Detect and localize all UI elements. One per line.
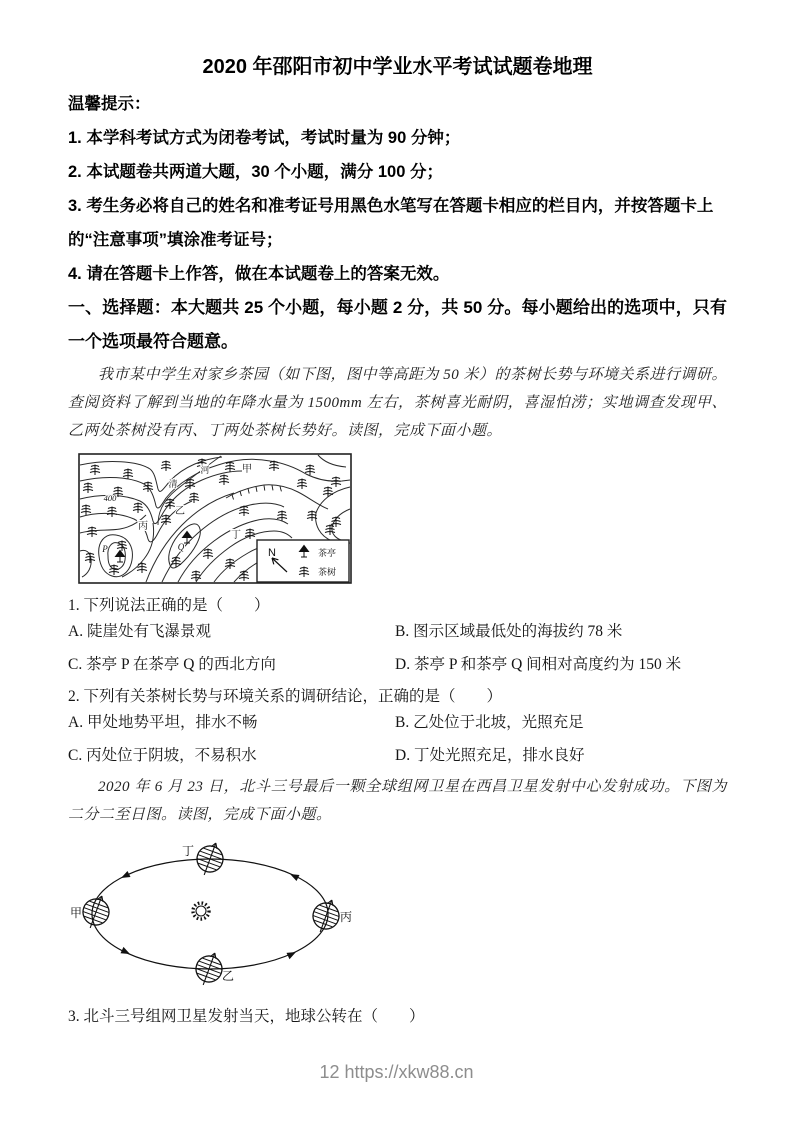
orbit-label-yi: 乙 (221, 969, 235, 983)
watermark-text: 12 https://xkw88.cn (319, 1062, 474, 1082)
question-1-options (68, 621, 727, 676)
map-label-q: Q (177, 542, 185, 552)
question-3-stem: 3. 北斗三号组网卫星发射当天，地球公转在（ ） (68, 1008, 425, 1025)
orbit-label-jia: 甲 (69, 906, 83, 920)
notice-block (68, 87, 727, 291)
map-label-yi: 乙 (175, 506, 185, 517)
sun-icon (193, 903, 209, 919)
map-label-ding: 丁 (231, 530, 241, 541)
question-2 (68, 682, 727, 767)
notice-item-4: 4. 请在答题卡上作答，做在本试题卷上的答案无效。 (68, 265, 450, 283)
map-label-jia: 甲 (242, 464, 252, 475)
orbit-label-ding: 丁 (181, 844, 195, 858)
orbit-direction-arrows (121, 871, 300, 959)
contour-map-svg (78, 453, 352, 584)
map-river-name-char1: 清 (168, 479, 178, 489)
cliff-hachures (232, 485, 281, 499)
q1-option-a: A. 陡崖处有飞瀑景观 (68, 623, 211, 640)
contour-map-figure (78, 453, 727, 589)
notice-item-1: 1. 本学科考试方式为闭卷考试，考试时量为 90 分钟； (68, 129, 461, 147)
orbit-diagram-figure (68, 839, 727, 994)
map-legend (257, 540, 349, 582)
question-2-stem: 2. 下列有关茶树长势与环境关系的调研结论，正确的是（ ） (68, 688, 503, 705)
question-1-stem: 1. 下列说法正确的是（ ） (68, 597, 270, 614)
legend-tree-label: 茶树 (318, 567, 337, 577)
q2-option-c: C. 丙处位于阴坡，不易积水 (68, 747, 257, 764)
notice-item-3: 3. 考生务必将自己的姓名和准考证号用黑色水笔写在答题卡相应的栏目内，并按答题卡上的“注意事项”填涂准考证号； (68, 197, 714, 249)
notice-item-2: 2. 本试题卷共两道大题，30 个小题，满分 100 分； (68, 163, 443, 181)
q1-option-b: B. 图示区域最低处的海拔约 78 米 (395, 623, 623, 640)
map-river-name-char2: 河 (200, 465, 210, 475)
section-1-heading: 一、选择题：本大题共 25 个小题，每小题 2 分，共 50 分。每小题给出的选项中，只有一个选项最符合题意。 (68, 298, 727, 351)
orbit-diagram-svg (68, 839, 353, 989)
passage-tea-garden: 我市某中学生对家乡茶园（如下图，图中等高距为 50 米）的茶树长势与环境关系进行调研。查阅资料了解到当地的年降水量为 1500mm 左右，茶树喜光耐阴，喜湿怕涝；实地调查发现甲、乙两处茶树没有丙、丁两处茶树长势好。读图，完成下面小题。 (68, 367, 728, 439)
notice-heading: 温馨提示： (68, 95, 151, 113)
map-label-p: P (102, 544, 108, 554)
q2-option-d: D. 丁处光照充足，排水良好 (395, 747, 585, 764)
passage-beidou: 2020 年 6 月 23 日，北斗三号最后一颗全球组网卫星在西昌卫星发射中心发射成功。下图为二分二至日图。读图，完成下面小题。 (68, 779, 727, 823)
earth-position-ding (192, 839, 228, 879)
earth-position-jia (78, 892, 114, 933)
question-1 (68, 591, 727, 676)
earth-position-bing (308, 896, 344, 937)
q2-option-b: B. 乙处位于北坡，光照充足 (395, 714, 584, 731)
map-contour-value: 400 (103, 493, 117, 503)
orbit-label-bing: 丙 (339, 910, 353, 924)
legend-pavilion-label: 茶亭 (318, 548, 337, 558)
q1-option-c: C. 茶亭 P 在茶亭 Q 的西北方向 (68, 656, 276, 673)
q1-option-d: D. 茶亭 P 和茶亭 Q 间相对高度约为 150 米 (395, 656, 682, 673)
page-title: 2020 年邵阳市初中学业水平考试试题卷地理 (202, 56, 593, 78)
map-label-bing: 丙 (138, 521, 148, 532)
north-label: N (268, 547, 276, 559)
question-2-options (68, 712, 727, 767)
q2-option-a: A. 甲处地势平坦，排水不畅 (68, 714, 258, 731)
